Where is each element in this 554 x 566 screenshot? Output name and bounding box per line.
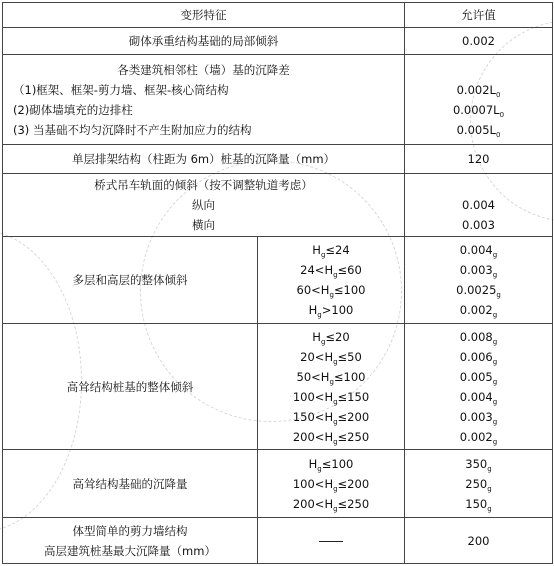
item-label: （1)框架、框架-剪力墙、框架-核心筒结构 (13, 82, 229, 97)
condition-suffix: ≤100 (333, 283, 366, 297)
table-row (3, 237, 553, 324)
value-line (407, 387, 550, 407)
value-line (407, 347, 550, 367)
item-line (5, 120, 402, 140)
bent-label: 单层排架结构（柱距为 6m）桩基的沉降量（mm） (3, 145, 405, 174)
item-line (5, 100, 402, 120)
condition-suffix: ≤150 (337, 389, 370, 404)
condition-suffix: ≤60 (337, 263, 362, 277)
value-line (407, 120, 550, 140)
value-subscript: g (496, 291, 501, 299)
condition-subscript: g (317, 464, 322, 473)
condition-subscript: g (329, 377, 334, 386)
condition-suffix: ≤100 (321, 456, 354, 471)
table-row (3, 518, 553, 564)
adjacent-items (5, 80, 402, 140)
adjacent-values-cell (405, 55, 553, 145)
item-value: 0.003 (462, 218, 495, 232)
condition-prefix: 150<H (292, 409, 334, 424)
value-subscript: g (492, 357, 498, 366)
crane-values-cell (405, 174, 553, 237)
condition-subscript: g (333, 504, 338, 513)
item-label: (3) 当基础不均匀沉降时不产生附加应力的结构 (13, 122, 252, 137)
value-subscript: g (492, 251, 498, 259)
crane-title: 桥式吊车轨面的倾斜（按不调整轨道考虑） (94, 178, 313, 192)
header-allowable: 允许值 (405, 3, 553, 28)
tower-settle-conditions (258, 450, 405, 518)
condition-suffix: ≤200 (337, 476, 370, 491)
value-subscript: g (492, 437, 498, 446)
condition-subscript: g (333, 397, 338, 406)
value-line (407, 327, 550, 347)
shearwall-line2: 高层建筑桩基最大沉降量（mm） (44, 543, 216, 558)
table-header-row (3, 3, 553, 28)
tower-settle-values (405, 450, 553, 518)
item-value: 0.004 (462, 198, 495, 212)
condition-suffix: ≤100 (333, 369, 366, 384)
item-line (260, 454, 402, 474)
item-line (5, 80, 402, 100)
condition-subscript: g (333, 437, 338, 446)
item-value: 0.002 (459, 429, 493, 444)
value-line (407, 474, 550, 494)
tower-settle-label: 高耸结构基础的沉降量 (3, 450, 258, 518)
condition-subscript: g (333, 484, 338, 493)
value-line (407, 215, 550, 235)
item-value: 0.003 (459, 263, 493, 277)
value-subscript: 0 (495, 90, 501, 99)
value-subscript: g (492, 311, 498, 319)
item-value: 150 (465, 496, 488, 511)
adjacent-title: 各类建筑相邻柱（墙）基的沉降差 (117, 62, 290, 77)
item-line (5, 215, 402, 235)
value-line (407, 367, 550, 387)
value-subscript: g (487, 484, 492, 493)
value-subscript: g (487, 464, 492, 473)
value-line (407, 100, 550, 120)
table-row (3, 55, 553, 145)
bent-value: 120 (405, 145, 553, 174)
shearwall-condition (258, 518, 405, 564)
condition-suffix: ≤24 (325, 243, 350, 257)
shearwall-label-cell (3, 518, 258, 564)
condition-prefix: 20<H (300, 349, 334, 364)
crane-items (5, 195, 402, 235)
value-line (407, 407, 550, 427)
condition-subscript: g (329, 291, 334, 299)
item-line (260, 260, 402, 280)
value-subscript: 0 (499, 110, 505, 119)
spacer (407, 60, 550, 80)
item-line (260, 427, 402, 447)
condition-suffix: ≤250 (337, 429, 370, 444)
adjacent-values (407, 80, 550, 140)
item-line (260, 240, 402, 260)
condition-prefix: 200<H (292, 496, 334, 511)
item-value: 0.004 (459, 389, 493, 404)
tower-pile-values (405, 324, 553, 450)
condition-suffix: ≤200 (337, 409, 370, 424)
condition-subscript: g (333, 357, 338, 366)
multistory-label: 多层和高层的整体倾斜 (3, 237, 258, 324)
header-feature: 变形特征 (3, 3, 405, 28)
crane-values (407, 195, 550, 235)
item-value: 0.0025 (456, 283, 497, 297)
condition-prefix: 200<H (292, 429, 334, 444)
crane-cell (3, 174, 405, 237)
item-line (5, 195, 402, 215)
item-value: 250 (465, 476, 488, 491)
table-row (3, 450, 553, 518)
value-subscript: g (492, 271, 498, 279)
multistory-values (405, 237, 553, 324)
condition-subscript: g (317, 311, 322, 319)
condition-suffix: ≤250 (337, 496, 370, 511)
table-row (3, 174, 553, 237)
condition-prefix: H (312, 243, 321, 257)
value-line (407, 280, 550, 300)
condition-subscript: g (333, 271, 338, 279)
condition-prefix: 50<H (296, 369, 330, 384)
value-subscript: g (492, 337, 498, 346)
multistory-conditions (258, 237, 405, 324)
condition-prefix: 60<H (296, 283, 330, 297)
value-line (407, 427, 550, 447)
condition-prefix: 24<H (300, 263, 334, 277)
item-line (260, 280, 402, 300)
condition-subscript: g (333, 417, 338, 426)
item-value: 0.004 (459, 243, 493, 257)
condition-subscript: g (320, 251, 326, 259)
value-subscript: g (492, 397, 498, 406)
condition-prefix: 100<H (292, 476, 334, 491)
condition-prefix: H (308, 303, 318, 317)
value-subscript: 0 (495, 130, 501, 139)
masonry-value: 0.002 (405, 28, 553, 55)
item-line (260, 347, 402, 367)
item-value: 0.003 (459, 409, 493, 424)
item-label: (2)砌体墙填充的边排柱 (13, 102, 133, 117)
item-value: 0.008 (459, 329, 493, 344)
item-value: 0.0007L (452, 102, 500, 117)
value-subscript: g (487, 504, 492, 513)
value-line (407, 240, 550, 260)
value-line (407, 195, 550, 215)
table-row (3, 145, 553, 174)
value-line (407, 80, 550, 100)
item-line (260, 327, 402, 347)
item-line (260, 387, 402, 407)
item-line (260, 300, 402, 320)
item-value: 0.006 (459, 349, 493, 364)
shearwall-line1: 体型简单的剪力墙结构 (72, 523, 188, 538)
value-line (407, 260, 550, 280)
condition-suffix: ≤20 (325, 329, 350, 344)
item-line (260, 407, 402, 427)
deformation-table (2, 2, 553, 564)
value-subscript: g (492, 417, 498, 426)
item-value: 350 (465, 456, 488, 471)
masonry-label: 砌体承重结构基础的局部倾斜 (3, 28, 405, 55)
adjacent-cell (3, 55, 405, 145)
item-value: 0.005L (456, 122, 496, 137)
dash-line (319, 541, 343, 542)
spacer (407, 175, 550, 195)
item-line (260, 367, 402, 387)
item-label: 横向 (192, 218, 215, 232)
value-line (407, 454, 550, 474)
condition-suffix: >100 (321, 303, 354, 317)
item-line (260, 494, 402, 514)
value-line (407, 300, 550, 320)
item-label: 纵向 (192, 198, 215, 212)
condition-prefix: 100<H (292, 389, 334, 404)
condition-prefix: H (308, 456, 318, 471)
condition-suffix: ≤50 (337, 349, 362, 364)
condition-subscript: g (320, 337, 326, 346)
table-row (3, 28, 553, 55)
item-value: 0.002 (459, 303, 493, 317)
table-row (3, 324, 553, 450)
shearwall-value: 200 (405, 518, 553, 564)
item-line (260, 474, 402, 494)
tower-pile-label: 高耸结构桩基的整体倾斜 (3, 324, 258, 450)
condition-prefix: H (312, 329, 321, 344)
value-subscript: g (492, 377, 498, 386)
value-line (407, 494, 550, 514)
tower-pile-conditions (258, 324, 405, 450)
item-value: 0.005 (459, 369, 493, 384)
item-value: 0.002L (456, 82, 496, 97)
